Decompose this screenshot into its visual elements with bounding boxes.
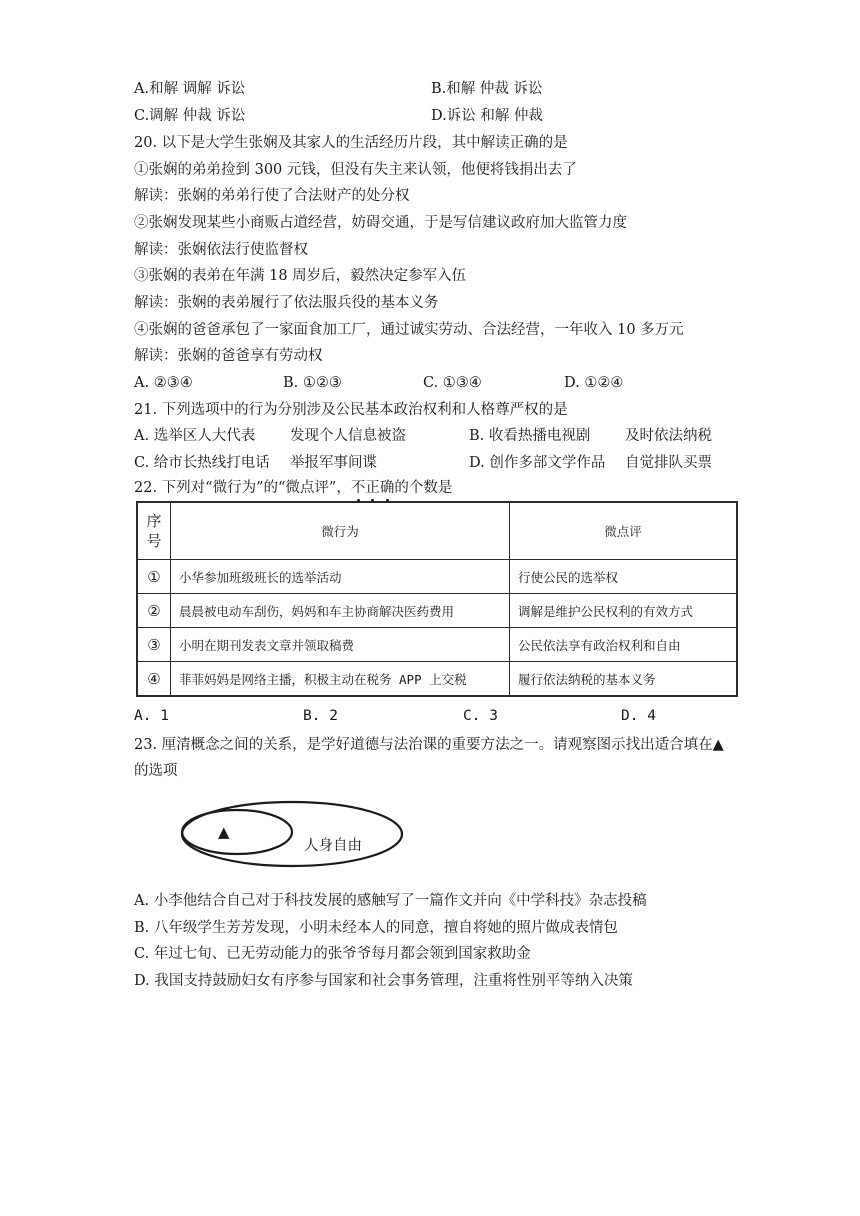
row-action: 小明在期刊发表文章并领取稿费 <box>171 628 510 662</box>
table-row <box>137 560 737 594</box>
table-row <box>137 594 737 628</box>
row-comment: 履行依法纳税的基本义务 <box>510 662 738 697</box>
q21-option-b-2: 及时依法纳税 <box>625 428 712 444</box>
outer-concept-label: 人身自由 <box>304 838 362 854</box>
q22-option-c: C. 3 <box>463 708 498 724</box>
header-number: 序 号 <box>137 502 171 560</box>
q22-stem <box>134 478 452 498</box>
row-action: 小华参加班级班长的选举活动 <box>171 560 510 594</box>
row-comment: 公民依法享有政治权利和自由 <box>510 628 738 662</box>
q22-stem-pre: 22. 下列对“微行为”的“微点评”， <box>134 480 351 496</box>
table-row <box>137 662 737 697</box>
q21-stem: 21. 下列选项中的行为分别涉及公民基本政治权利和人格尊严权的是 <box>134 402 568 418</box>
row-comment: 行使公民的选举权 <box>510 560 738 594</box>
q20-option-a: A. ②③④ <box>134 375 193 391</box>
row-comment: 调解是维护公民权利的有效方式 <box>510 594 738 628</box>
q21-option-b-1: B. 收看热播电视剧 <box>469 428 591 444</box>
q23-stem-line-2: 的选项 <box>134 763 178 779</box>
q20-item-1-interp: 解读：张娴的弟弟行使了合法财产的处分权 <box>134 188 410 204</box>
q23-stem-line-1: 23. 厘清概念之间的关系，是学好道德与法治课的重要方法之一。请观察图示找出适合填在▲ <box>134 737 724 753</box>
q19-option-a: A.和解 调解 诉讼 <box>134 81 246 97</box>
q19-option-b: B.和解 仲裁 诉讼 <box>431 81 543 97</box>
q20-item-2-event: ②张娴发现某些小商贩占道经营，妨碍交通，于是写信建议政府加大监管力度 <box>134 215 627 231</box>
row-number: ② <box>137 594 171 628</box>
q21-option-c-1: C. 给市长热线打电话 <box>134 455 270 471</box>
q20-item-1-event: ①张娴的弟弟捡到 300 元钱，但没有失主来认领，他便将钱捐出去了 <box>134 162 577 178</box>
q22-table <box>136 501 738 697</box>
row-action: 菲菲妈妈是网络主播，积极主动在税务 APP 上交税 <box>171 662 510 697</box>
triangle-marker: ▲ <box>218 823 230 841</box>
q23-option-d: D. 我国支持鼓励妇女有序参与国家和社会事务管理，注重将性别平等纳入决策 <box>134 973 633 989</box>
inner-ellipse <box>182 810 292 854</box>
q21-option-d-1: D. 创作多部文学作品 <box>469 455 606 471</box>
q20-option-c: C. ①③④ <box>423 375 482 391</box>
q21-option-a-1: A. 选举区人大代表 <box>134 428 256 444</box>
row-action: 晨晨被电动车刮伤，妈妈和车主协商解决医药费用 <box>171 594 510 628</box>
header-action: 微行为 <box>171 502 510 560</box>
q20-item-3-event: ③张娴的表弟在年满 18 周岁后，毅然决定参军入伍 <box>134 268 467 284</box>
q23-option-c: C. 年过七旬、已无劳动能力的张爷爷每月都会领到国家救助金 <box>134 946 531 962</box>
q20-option-b: B. ①②③ <box>283 375 342 391</box>
q22-stem-post: 的个数是 <box>394 480 453 496</box>
q23-option-b: B. 八年级学生芳芳发现，小明未经本人的同意，擅自将她的照片做成表情包 <box>134 920 618 936</box>
header-comment: 微点评 <box>510 502 738 560</box>
q20-item-4-interp: 解读：张娴的爸爸享有劳动权 <box>134 348 323 364</box>
q20-item-3-interp: 解读：张娴的表弟履行了依法服兵役的基本义务 <box>134 295 439 311</box>
row-number: ④ <box>137 662 171 697</box>
concept-diagram <box>180 800 420 872</box>
q20-item-2-interp: 解读：张娴依法行使监督权 <box>134 242 308 258</box>
q22-option-d: D. 4 <box>621 708 656 724</box>
row-number: ③ <box>137 628 171 662</box>
q22-option-b: B. 2 <box>303 708 338 724</box>
q21-option-a-2: 发现个人信息被盗 <box>290 428 406 444</box>
q19-option-c: C.调解 仲裁 诉讼 <box>134 108 246 124</box>
q22-emphasis-char-2: 正 <box>365 480 380 496</box>
q22-emphasis-char-3: 确 <box>379 480 395 496</box>
q23-option-a: A. 小李他结合自己对于科技发展的感触写了一篇作文并向《中学科技》杂志投稿 <box>134 893 647 909</box>
row-number: ① <box>137 560 171 594</box>
q20-item-4-event: ④张娴的爸爸承包了一家面食加工厂，通过诚实劳动、合法经营，一年收入 10 多万元 <box>134 322 684 338</box>
table-row <box>137 628 737 662</box>
q21-option-d-2: 自觉排队买票 <box>625 455 712 471</box>
q22-emphasis-char-1: 不 <box>350 480 366 496</box>
q20-option-d: D. ①②④ <box>564 375 624 391</box>
q22-option-a: A. 1 <box>134 708 169 724</box>
q20-stem: 20. 以下是大学生张娴及其家人的生活经历片段，其中解读正确的是 <box>134 135 568 151</box>
table-header-row <box>137 502 737 560</box>
q19-option-d: D.诉讼 和解 仲裁 <box>431 108 543 124</box>
q21-option-c-2: 举报军事间谍 <box>290 455 377 471</box>
